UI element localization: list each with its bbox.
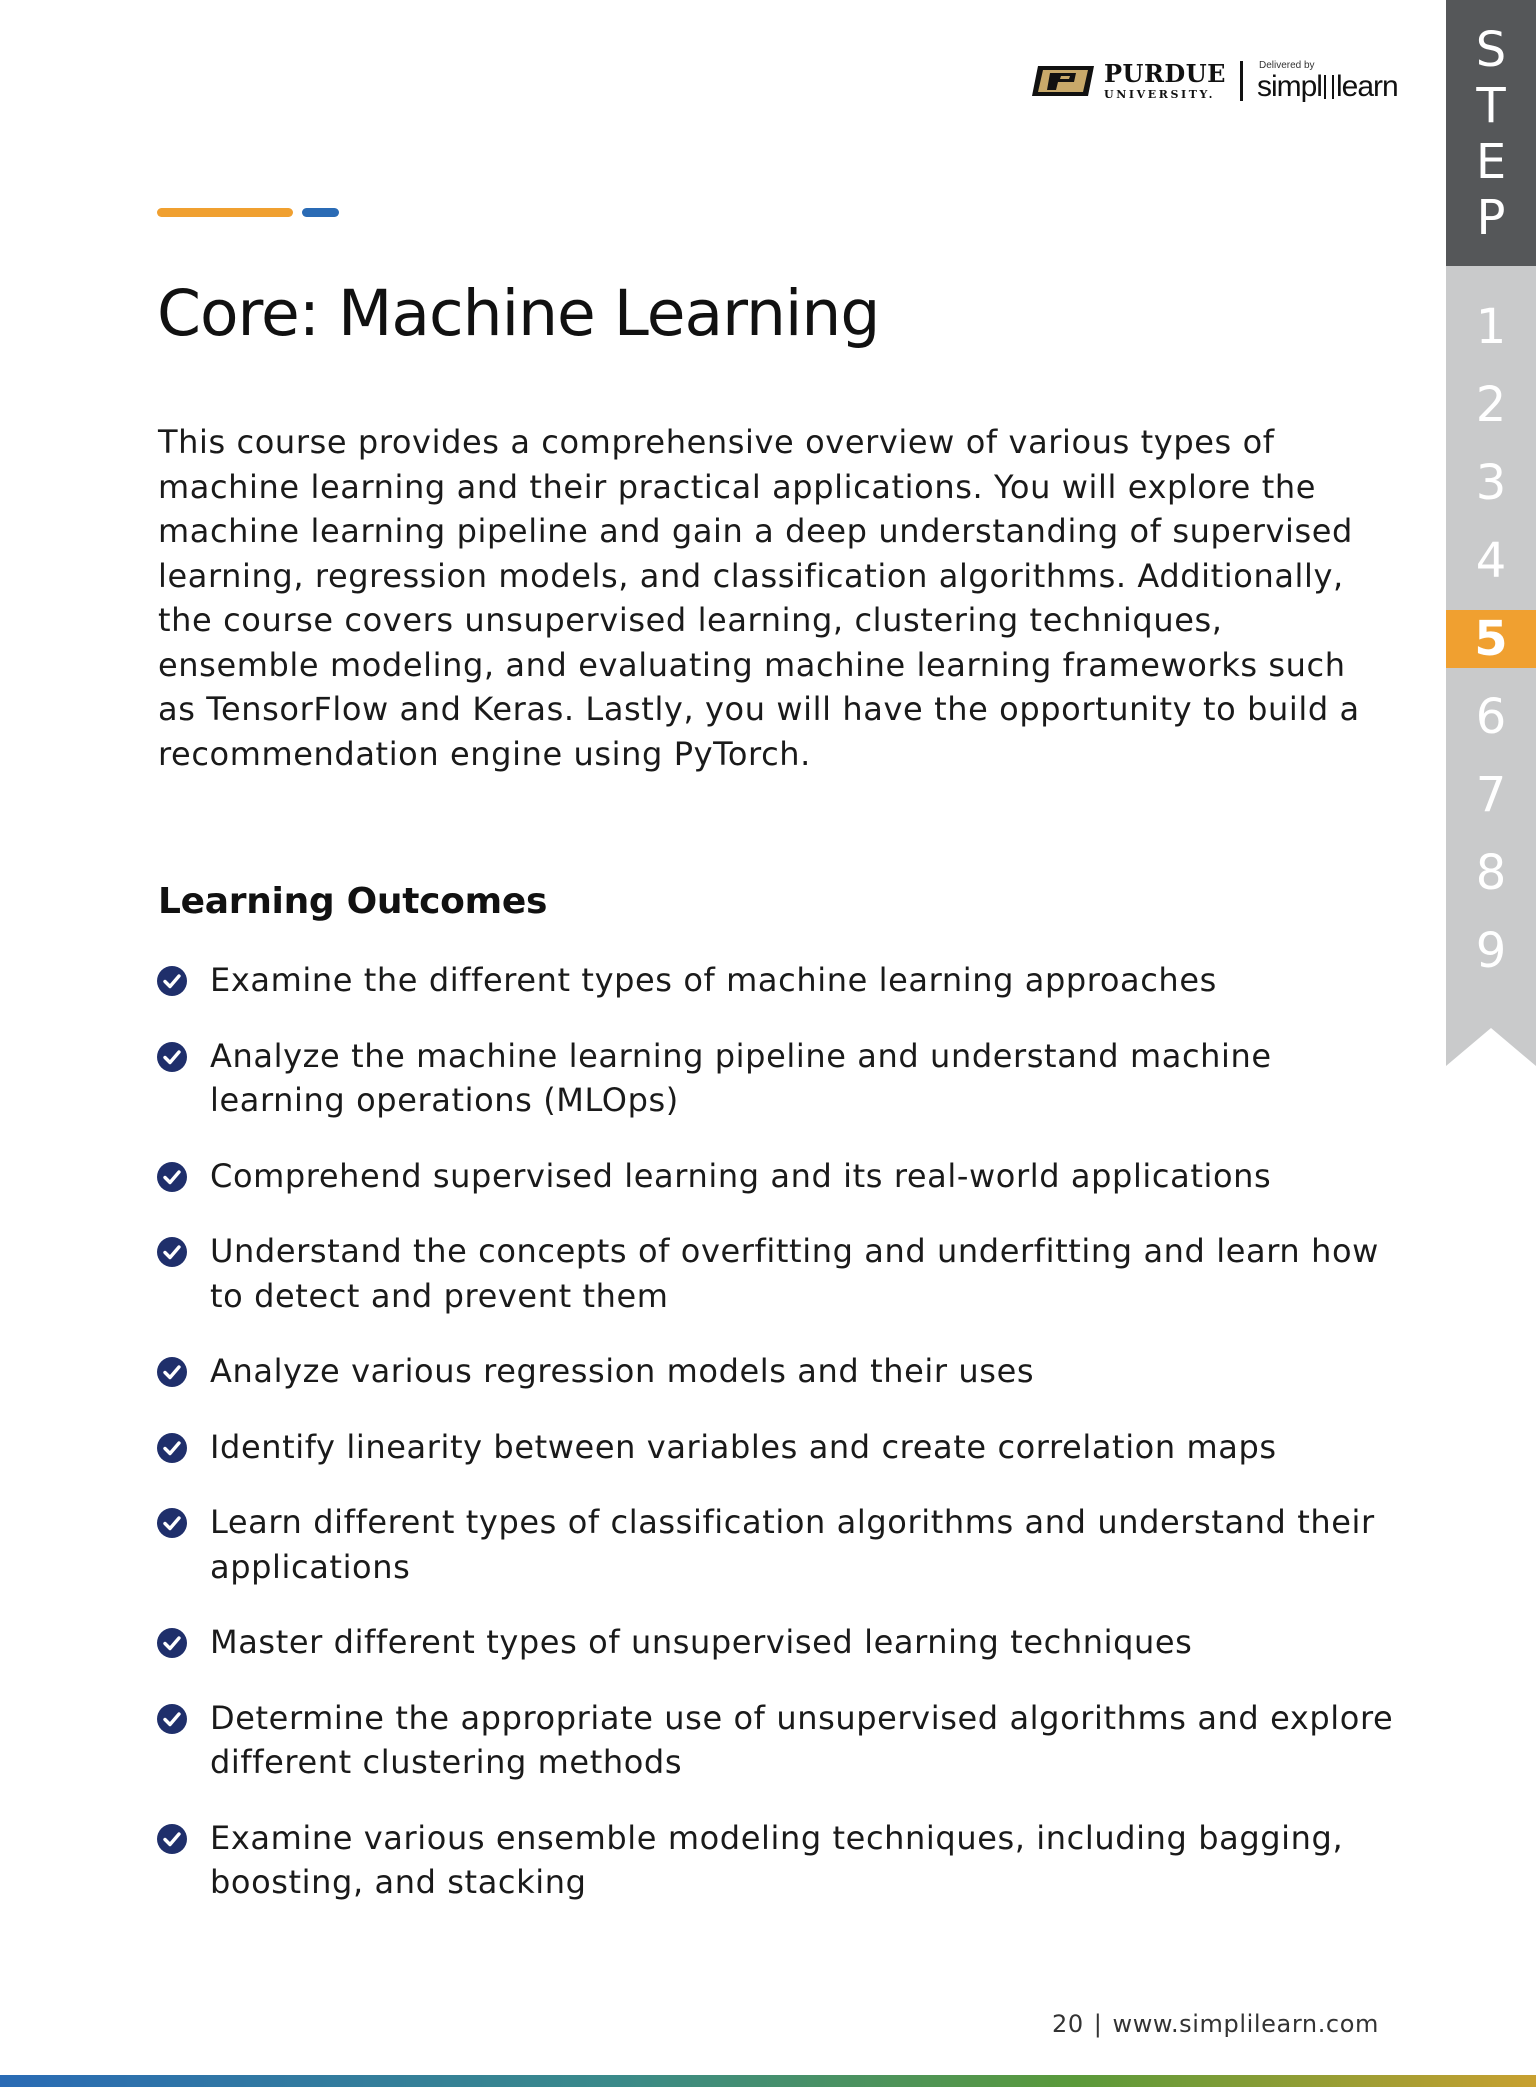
outcome-line: Learn different types of classification algorithms and understand their [210, 1503, 1375, 1541]
outcome-line: Examine the different types of machine learning approaches [210, 961, 1217, 999]
step-letter: S [1475, 22, 1507, 78]
outcome-item [156, 1696, 1406, 1785]
step-number-2: 2 [1475, 377, 1507, 433]
outcome-text [210, 958, 1217, 1003]
outcome-line: to detect and prevent them [210, 1276, 669, 1315]
outcome-item [156, 1620, 1406, 1665]
step-letter: T [1476, 78, 1506, 134]
intro-line: the course covers unsupervised learning, clustering techniques, [158, 601, 1223, 639]
footer [1052, 2010, 1379, 2038]
step-number-8: 8 [1475, 845, 1507, 901]
check-circle-icon [156, 1432, 188, 1464]
purdue-logo-icon [1028, 64, 1098, 98]
intro-line: machine learning and their practical applications. You will explore the [158, 467, 1317, 506]
outcome-line: Analyze various regression models and their uses [210, 1352, 1035, 1390]
check-circle-icon [156, 965, 188, 997]
outcome-item [156, 1425, 1406, 1470]
outcome-line: Understand the concepts of overfitting and underfitting and learn how [210, 1232, 1379, 1270]
outcome-line: Determine the appropriate use of unsupervised algorithms and explore [210, 1698, 1394, 1737]
outcome-line: Comprehend supervised learning and its real-world applications [210, 1156, 1272, 1195]
outcome-item [156, 1154, 1406, 1199]
check-circle-icon [156, 1236, 188, 1268]
outcome-line: Analyze the machine learning pipeline and understand machine [210, 1036, 1272, 1075]
step-letter: P [1476, 190, 1506, 246]
footer-separator: | [1093, 2010, 1103, 2038]
outcome-text [210, 1034, 1272, 1123]
check-circle-icon [156, 1703, 188, 1735]
outcome-line: different clustering methods [210, 1743, 683, 1781]
check-circle-icon [156, 1507, 188, 1539]
step-number-7: 7 [1475, 767, 1507, 823]
step-number-9: 9 [1475, 923, 1507, 979]
step-number-6: 6 [1475, 689, 1507, 745]
intro-line: ensemble modeling, and evaluating machine learning frameworks such [158, 645, 1346, 684]
intro-line: This course provides a comprehensive overview of various types of [158, 423, 1275, 461]
outcome-line: Identify linearity between variables and create correlation maps [210, 1427, 1277, 1466]
page-title: Core: Machine Learning [157, 277, 880, 350]
step-number-1: 1 [1475, 299, 1507, 355]
logo-divider [1240, 61, 1243, 101]
simplilearn-wordmark: simpl learn [1256, 69, 1398, 103]
intro-paragraph [158, 420, 1358, 776]
check-circle-icon [156, 1627, 188, 1659]
outcome-item [156, 1816, 1406, 1905]
outcome-line: Master different types of unsupervised learning techniques [210, 1623, 1193, 1661]
step-header [1446, 0, 1536, 266]
outcome-line: boosting, and stacking [210, 1863, 587, 1901]
intro-line: machine learning pipeline and gain a deep understanding of supervised [158, 512, 1353, 550]
simplilearn-logo [1257, 61, 1398, 102]
outcome-line: Examine various ensemble modeling techniques, including bagging, [210, 1818, 1344, 1857]
outcome-text [210, 1696, 1393, 1785]
purdue-sub: UNIVERSITY. [1104, 88, 1215, 101]
check-circle-icon [156, 1823, 188, 1855]
page-number: 20 [1052, 2010, 1084, 2038]
outcome-item [156, 958, 1406, 1003]
step-rail [1446, 0, 1536, 1066]
outcome-text [210, 1500, 1375, 1589]
step-number-3: 3 [1475, 455, 1507, 511]
check-circle-icon [156, 1161, 188, 1193]
purdue-wordmark [1104, 59, 1226, 101]
delivered-by-label: Delivered by [1258, 59, 1315, 71]
step-letter: E [1475, 134, 1507, 190]
outcome-text [210, 1816, 1343, 1905]
accent-bar-orange [157, 208, 293, 217]
step-numbers [1446, 288, 1536, 990]
outcome-text [210, 1425, 1277, 1470]
intro-line: recommendation engine using PyTorch. [158, 734, 811, 773]
outcome-text [210, 1154, 1271, 1199]
outcome-line: learning operations (MLOps) [210, 1081, 679, 1119]
footer-url: www.simplilearn.com [1112, 2010, 1379, 2038]
footer-gradient-bar [0, 2075, 1536, 2087]
step-number-4: 4 [1475, 533, 1507, 589]
outcomes-list [156, 958, 1406, 1936]
step-number-5: 5 [1446, 610, 1536, 668]
outcome-item [156, 1034, 1406, 1123]
intro-line: as TensorFlow and Keras. Lastly, you will have the opportunity to build a [158, 690, 1360, 728]
outcome-item [156, 1349, 1406, 1394]
outcome-text [210, 1349, 1034, 1394]
accent-bar-blue [302, 208, 339, 217]
outcome-text [210, 1620, 1192, 1665]
check-circle-icon [156, 1041, 188, 1073]
outcome-item [156, 1229, 1406, 1318]
header-logos [1028, 56, 1398, 106]
outcome-line: applications [210, 1547, 411, 1586]
outcome-item [156, 1500, 1406, 1589]
outcome-text [210, 1229, 1379, 1318]
purdue-name: PURDUE [1104, 59, 1226, 88]
outcomes-heading: Learning Outcomes [158, 881, 548, 922]
step-letters [1446, 22, 1536, 246]
intro-line: learning, regression models, and classification algorithms. Additionally, [158, 556, 1344, 595]
check-circle-icon [156, 1356, 188, 1388]
